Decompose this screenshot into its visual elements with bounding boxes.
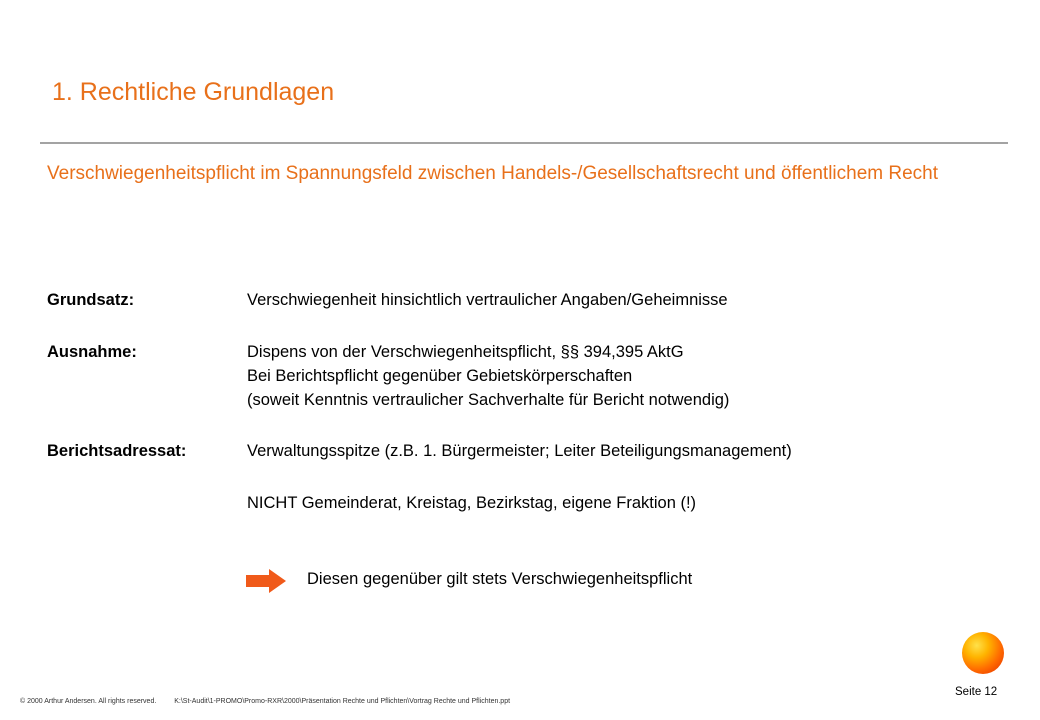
row-value: Dispens von der Verschwiegenheitspflicht, §§ 394,395 AktG <box>247 343 684 361</box>
arrow-right-icon <box>245 568 287 594</box>
row-value: Bei Berichtspflicht gegenüber Gebietskörperschaften <box>247 367 633 385</box>
slide-title: 1. Rechtliche Grundlagen <box>52 78 335 106</box>
row-value: (soweit Kenntnis vertraulicher Sachverhalte für Bericht notwendig) <box>247 391 730 409</box>
page-number: Seite 12 <box>955 686 998 698</box>
row-label: Berichtsadressat: <box>47 442 187 460</box>
conclusion-text: Diesen gegenüber gilt stets Verschwiegenheitspflicht <box>307 570 693 588</box>
row-value: Verschwiegenheit hinsichtlich vertraulicher Angaben/Geheimnisse <box>247 291 728 309</box>
title-divider <box>40 142 1008 144</box>
row-value: NICHT Gemeinderat, Kreistag, Bezirkstag, eigene Fraktion (!) <box>247 494 697 512</box>
slide-subtitle: Verschwiegenheitspflicht im Spannungsfeld zwischen Handels-/Gesellschaftsrecht und öffentlichem Recht <box>47 163 939 184</box>
footer <box>20 698 510 705</box>
logo-ball-icon <box>962 632 1004 674</box>
row-label: Ausnahme: <box>47 343 137 361</box>
row-label: Grundsatz: <box>47 291 135 309</box>
file-path: K:\St-Audit\1-PROMO\Promo-RXR\2000\Präsentation Rechte und Pflichten\Vortrag Rechte und Pflichten.ppt <box>174 698 511 705</box>
copyright: © 2000 Arthur Andersen. All rights reserved. <box>20 698 157 705</box>
row-value: Verwaltungsspitze (z.B. 1. Bürgermeister; Leiter Beteiligungsmanagement) <box>247 442 792 460</box>
